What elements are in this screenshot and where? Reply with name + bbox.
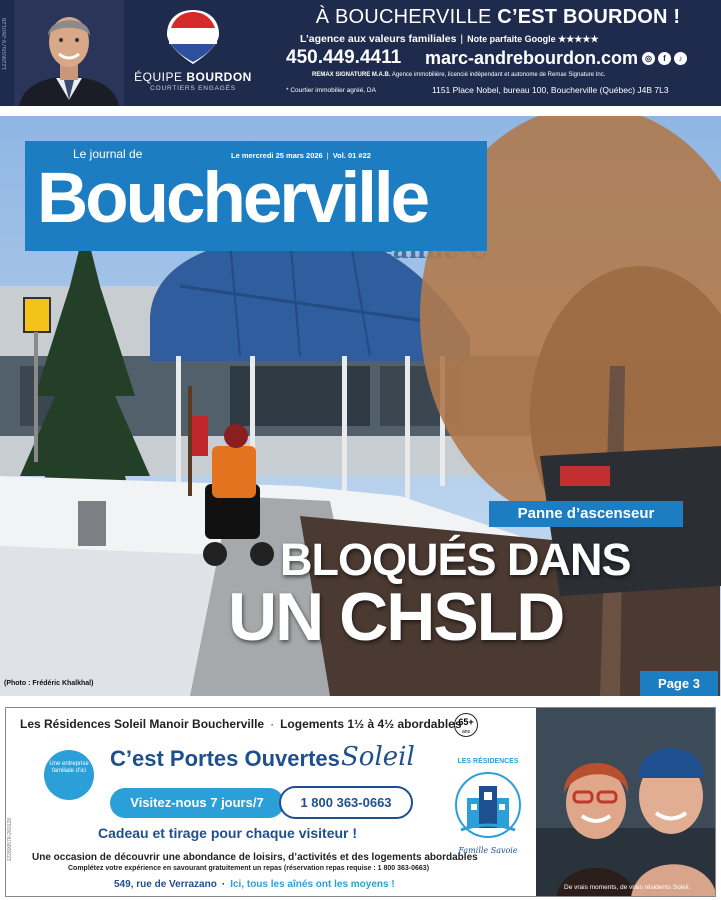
house-heart-logo-icon (163, 8, 223, 66)
headline-line-1[interactable]: BLOQUÉS DANS (280, 534, 631, 585)
bottom-ad-top-line: Les Résidences Soleil Manoir Boucherville · Logements 1½ à 4½ abordables (20, 717, 462, 731)
description-line-2: Complétez votre expérience en savourant gratuitement un repas (réservation repas requise : 1 800 363-0663) (68, 865, 430, 872)
bottom-ad-code: 122800578-260128 (7, 818, 13, 862)
masthead-kicker: Le journal de (73, 147, 143, 161)
photo-credit: (Photo : Frédéric Khalkhal) (4, 680, 94, 687)
family-business-badge: Une entreprise familiale d’ici (44, 750, 94, 800)
ad-code: 122800579-260128 (2, 18, 8, 71)
ad-courtier-note: * Courtier immobilier agréé, DA (286, 87, 376, 94)
team-name: ÉQUIPE BOURDON (134, 70, 252, 84)
masthead-title: Boucherville (37, 159, 428, 238)
portrait-photo (14, 0, 124, 106)
ad-headline: À BOUCHERVILLE C’EST BOURDON ! (315, 6, 681, 28)
open-house-title: C’est Portes Ouvertes (110, 746, 340, 771)
top-advertisement[interactable] (0, 0, 721, 106)
instagram-icon[interactable]: ◎ (642, 52, 655, 65)
headline-line-2[interactable]: UN CHSLD (228, 579, 564, 655)
ad-subline: L’agence aux valeurs familiales | Note parfaite Google ★★★★★ (300, 33, 599, 45)
phone-button[interactable]: 1 800 363-0663 (279, 786, 413, 819)
ad-address: 1151 Place Nobel, bureau 100, Boucherville (Québec) J4B 7L3 (432, 85, 669, 95)
social-icons (642, 52, 687, 65)
residences-logo: LES RÉSIDENCES Famille Savoie (443, 756, 533, 866)
residence-building-logo-icon (453, 770, 523, 840)
open-house-title-script: Soleil (341, 742, 415, 772)
page-reference[interactable]: Page 3 (640, 671, 718, 696)
ad-website-link[interactable]: marc-andrebourdon.com (425, 48, 639, 68)
ad-legal: REMAX SIGNATURE M.A.B. Agence immobilière, licencié indépendant et autonome de Remax Signature Inc. (312, 72, 606, 78)
team-tagline: COURTIERS ENGAGÉS (150, 85, 236, 92)
gift-line: Cadeau et tirage pour chaque visiteur ! (98, 825, 358, 841)
visit-button[interactable]: Visitez-nous 7 jours/7 (110, 788, 284, 818)
address-line: 549, rue de Verrazano · Ici, tous les aînés ont les moyens ! (114, 879, 395, 890)
team-logo (128, 8, 258, 104)
masthead-date: Le mercredi 25 mars 2026 | Vol. 01 #22 (231, 151, 371, 160)
age-badge: 65+ ans (454, 713, 478, 737)
headline-kicker: Panne d’ascenseur (489, 501, 683, 527)
photo-caption: De vrais moments, de vrais résidents Soleil. (564, 884, 691, 891)
facebook-icon[interactable]: f (658, 52, 671, 65)
masthead (25, 141, 487, 251)
bottom-advertisement[interactable] (5, 707, 716, 897)
tiktok-icon[interactable]: ♪ (674, 52, 687, 65)
ad-phone[interactable]: 450.449.4411 (286, 47, 402, 68)
seniors-photo (536, 708, 716, 897)
description-line-1: Une occasion de découvrir une abondance de loisirs, d’activités et des logements abordables (32, 852, 478, 863)
